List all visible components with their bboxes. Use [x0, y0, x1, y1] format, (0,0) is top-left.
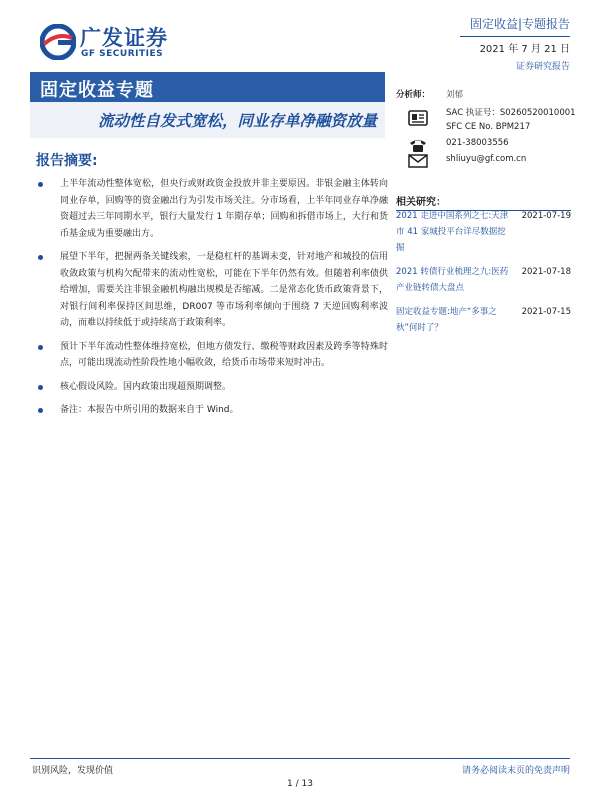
related-item[interactable]: [396, 264, 571, 296]
bullet-dot-icon: [38, 345, 43, 350]
header-divider: [460, 36, 570, 37]
summary-bullet: [36, 176, 388, 242]
subtitle-band: [30, 102, 385, 138]
analyst-name: 刘郁: [446, 90, 464, 100]
summary-list: [36, 176, 388, 426]
bullet-text: 核心假设风险。国内政策出现超预期调整。: [60, 381, 232, 392]
analyst-info: [396, 88, 576, 170]
footer-disclaimer-note: 请务必阅读末页的免责声明: [461, 766, 570, 776]
related-item[interactable]: [396, 304, 571, 336]
bullet-dot-icon: [38, 255, 43, 260]
sac-row: [396, 106, 576, 122]
analyst-email[interactable]: shliuyu@gf.com.cn: [446, 154, 527, 164]
summary-bullet: [36, 402, 388, 419]
bullet-text: 上半年流动性整体宽松，但央行或财政资金投放并非主要原因。非银金融主体转向同业存单，回购等的资金融出行为引发市场关注。分市场看，上半年同业存单净融资超过去三年同期水平，银行大量发行 1 年期存单；回购和拆借市场上，大行和货币基金成为重要融出方。: [60, 179, 388, 239]
bullet-dot-icon: [38, 408, 43, 413]
bullet-text: 备注：本报告中所引用的数据来自于 Wind。: [60, 405, 239, 415]
footer-slogan: 识别风险，发现价值: [32, 766, 114, 776]
related-item-date: 2021-07-19: [521, 211, 571, 221]
sfc-row: [396, 122, 571, 138]
analyst-phone: 021-38003556: [446, 138, 509, 148]
report-category: 固定收益|专题报告: [469, 17, 570, 31]
header-meta: [460, 15, 570, 72]
footer-divider: [30, 758, 570, 759]
summary-heading: 报告摘要:: [36, 153, 98, 169]
related-item-title[interactable]: 2021 转债行业梳理之九:医药产业链转债大盘点: [396, 267, 509, 293]
mail-icon: [408, 153, 428, 169]
analyst-sac: SAC 执证号：S0260520010001: [446, 108, 576, 118]
bullet-dot-icon: [38, 385, 43, 390]
analyst-row: [396, 88, 571, 104]
phone-row: [396, 138, 571, 154]
related-item-date: 2021-07-18: [521, 267, 571, 277]
related-item-title[interactable]: 固定收益专题:地产“多事之秋”何时了？: [396, 307, 497, 333]
phone-icon: [408, 137, 428, 153]
email-row: [396, 154, 571, 170]
related-heading: 相关研究：: [396, 193, 571, 211]
gf-logo-icon: [40, 24, 76, 60]
analyst-label: 分析师：: [396, 90, 431, 100]
title-band: [30, 72, 385, 102]
bullet-dot-icon: [38, 182, 43, 187]
summary-bullet: [36, 379, 388, 396]
logo-english-name: GF SECURITIES: [81, 49, 164, 59]
summary-bullet: [36, 339, 388, 372]
related-item-title[interactable]: 2021 走进中国系列之七:天津市 41 家城投平台详尽数据挖掘: [396, 211, 509, 253]
summary-bullet: [36, 249, 388, 332]
bullet-text: 展望下半年，把握两条关键线索，一是稳杠杆的基调未变，针对地产和城投的信用收敛政策与机构欠配带来的流动性宽松，可能在下半年仍然有效。但随着利率债供给增加，需要关注非银金融机构融出规模是否缩减。二是常态化货币政策背景下，对银行间利率保持区间思维，DR007 等市场利率倾向于围绕 7 天逆回购利率波动，而难以持续低于或持续高于政策利率。: [60, 252, 388, 328]
logo-chinese-name: 广发证券: [80, 26, 168, 50]
page-number: 1 / 13: [287, 779, 313, 789]
related-item-date: 2021-07-15: [521, 307, 571, 317]
report-date: 2021 年 7 月 21 日: [479, 44, 570, 55]
related-item[interactable]: [396, 208, 571, 256]
analyst-sfc: SFC CE No. BPM217: [446, 122, 531, 132]
bullet-text: 预计下半年流动性整体维持宽松，但地方债发行、缴税等财政因素及跨季等特殊时点，可能出现流动性阶段性地小幅收敛，给货币市场带来短时冲击。: [60, 341, 388, 368]
report-subtitle: 流动性自发式宽松，同业存单净融资放量: [97, 112, 377, 130]
report-title: 固定收益专题: [40, 80, 154, 101]
report-dept: 证券研究报告: [515, 62, 570, 72]
related-list: [396, 208, 571, 344]
company-logo: [40, 22, 190, 62]
